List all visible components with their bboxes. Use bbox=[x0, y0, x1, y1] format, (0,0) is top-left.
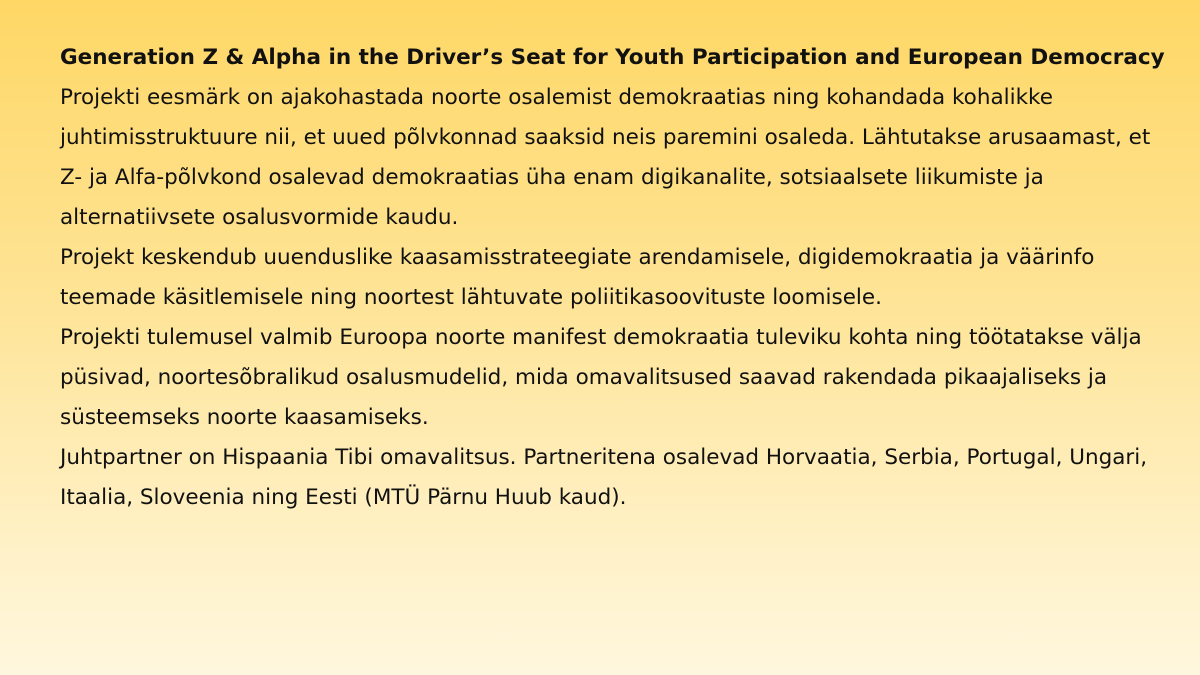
text-block bbox=[60, 38, 1170, 518]
paragraph-partners: Juhtpartner on Hispaania Tibi omavalitsus. Partneritena osalevad Horvaatia, Serbia, Portugal, Ungari, Itaalia, Sloveenia ning Eesti (MTÜ Pärnu Huub kaud). bbox=[60, 445, 1148, 510]
page-title: Generation Z & Alpha in the Driver’s Seat for Youth Participation and European Democracy bbox=[60, 45, 1165, 70]
paragraph-project-goal: Projekti eesmärk on ajakohastada noorte osalemist demokraatias ning kohandada kohalikke juhtimisstruktuure nii, et uued põlvkonnad saaksid neis paremini osaleda. Lähtutakse arusaamast, et Z- ja Alfa-põlvkond osalevad demokraatias üha enam digikanalite, sotsiaalsete liikumiste ja alternatiivsete osalusvormide kaudu. bbox=[60, 85, 1151, 230]
paragraph-project-focus: Projekt keskendub uuenduslike kaasamisstrateegiate arendamisele, digidemokraatia ja väärinfo teemade käsitlemisele ning noortest lähtuvate poliitikasoovituste loomisele. bbox=[60, 245, 1095, 310]
paragraph-project-outcome: Projekti tulemusel valmib Euroopa noorte manifest demokraatia tuleviku kohta ning töötatakse välja püsivad, noortesõbralikud osalusmudelid, mida omavalitsused saavad rakendada pikaajaliseks ja süsteemseks noorte kaasamiseks. bbox=[60, 325, 1142, 430]
